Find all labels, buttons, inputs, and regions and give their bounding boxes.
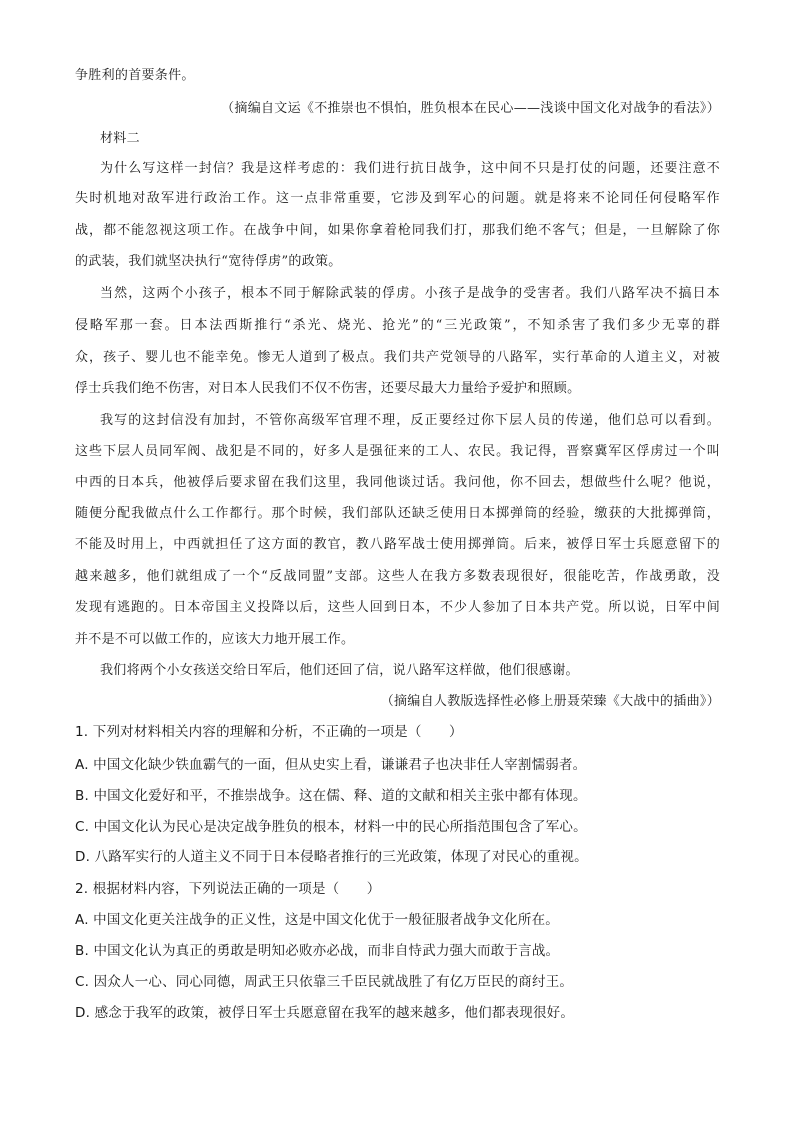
text-line: 的武装，我们就坚决执行“宽待俘虏”的政策。 bbox=[75, 254, 342, 269]
question-1-stem: 1. 下列对材料相关内容的理解和分析，不正确的一项是（ ） bbox=[75, 724, 463, 740]
text-line: 俘士兵我们绝不伤害，对日本人民我们不仅不伤害，还要尽最大力量给予爱护和照顾。 bbox=[75, 381, 581, 396]
question-2-option-c: C. 因众人一心、同心同德，周武王只依靠三千臣民就战胜了有亿万臣民的商纣王。 bbox=[75, 974, 574, 990]
question-2-option-b: B. 中国文化认为真正的勇敢是明知必败亦必战，而非自恃武力强大而敢于言战。 bbox=[75, 943, 560, 959]
text-line: 战，都不能忽视这项工作。在战争中间，如果你拿着枪同我们打，那我们绝不客气；但是，一旦解除了你 bbox=[75, 223, 720, 238]
question-1-option-d: D. 八路军实行的人道主义不同于日本侵略者推行的三光政策，体现了对民心的重视。 bbox=[75, 849, 588, 865]
question-2-option-a: A. 中国文化更关注战争的正义性，这是中国文化优于一般征服者战争文化所在。 bbox=[75, 912, 559, 928]
text-line: 侵略军那一套。日本法西斯推行“杀光、烧光、抢光”的“三光政策”，不知杀害了我们多少无辜的群 bbox=[75, 318, 720, 333]
text-line: 这些下层人员同军阀、战犯是不同的，好多人是强征来的工人、农民。我记得，晋察冀军区俘虏过一个叫 bbox=[75, 444, 720, 459]
text-line: 争胜利的首要条件。 bbox=[75, 68, 195, 83]
text-line: 随便分配我做点什么工作都行。那个时候，我们部队还缺乏使用日本掷弹筒的经验，缴获的大批掷弹筒， bbox=[75, 506, 720, 521]
text-line: 中西的日本兵，他被俘后要求留在我们这里，我同他谈过话。我问他，你不回去，想做些什么呢？他说， bbox=[75, 475, 720, 490]
question-1-option-a: A. 中国文化缺少铁血霸气的一面，但从史实上看，谦谦君子也决非任人宰割懦弱者。 bbox=[75, 757, 587, 773]
section-heading: 材料二 bbox=[100, 131, 140, 146]
text-line: 众，孩子、婴儿也不能幸免。惨无人道到了极点。我们共产党领导的八路军，实行革命的人道主义，对被 bbox=[75, 350, 720, 365]
text-line: 当然，这两个小孩子，根本不同于解除武装的俘虏。小孩子是战争的受害者。我们八路军决不搞日本 bbox=[100, 286, 720, 301]
question-2-stem: 2. 根据材料内容，下列说法正确的一项是（ ） bbox=[75, 881, 381, 897]
text-line: 发现有逃跑的。日本帝国主义投降以后，这些人回到日本，不少人参加了日本共产党。所以说，日军中间 bbox=[75, 600, 720, 615]
text-line: 为什么写这样一封信？我是这样考虑的：我们进行抗日战争，这中间不只是打仗的问题，还要注意不 bbox=[100, 161, 720, 176]
text-line: 并不是不可以做工作的，应该大力地开展工作。 bbox=[75, 632, 355, 647]
text-line: 不能及时用上，中西就担任了这方面的教官，教八路军战士使用掷弹筒。后来，被俘日军士兵愿意留下的 bbox=[75, 537, 720, 552]
text-line: 失时机地对敌军进行政治工作。这一点非常重要，它涉及到军心的问题。就是将来不论同任何侵略军作 bbox=[75, 191, 720, 206]
question-1-option-c: C. 中国文化认为民心是决定战争胜负的根本，材料一中的民心所指范围包含了军心。 bbox=[75, 819, 587, 835]
text-line: 我写的这封信没有加封，不管你高级军官理不理，反正要经过你下层人员的传递，他们总可以看到。 bbox=[100, 413, 720, 428]
text-line: 越来越多，他们就组成了一个“反战同盟”支部。这些人在我方多数表现很好，很能吃苦，作战勇敢，没 bbox=[75, 569, 720, 584]
source-citation: （摘编自文运《不推崇也不惧怕，胜负根本在民心——浅谈中国文化对战争的看法》） bbox=[221, 101, 720, 116]
text-line: 我们将两个小女孩送交给日军后，他们还回了信，说八路军这样做，他们很感谢。 bbox=[100, 663, 579, 678]
question-2-option-d: D. 感念于我军的政策，被俘日军士兵愿意留在我军的越来越多，他们都表现很好。 bbox=[75, 1005, 575, 1021]
source-citation: （摘编自人教版选择性必修上册聂荣臻《大战中的插曲》） bbox=[380, 694, 720, 709]
question-1-option-b: B. 中国文化爱好和平，不推崇战争。这在儒、释、道的文献和相关主张中都有体现。 bbox=[75, 788, 587, 804]
